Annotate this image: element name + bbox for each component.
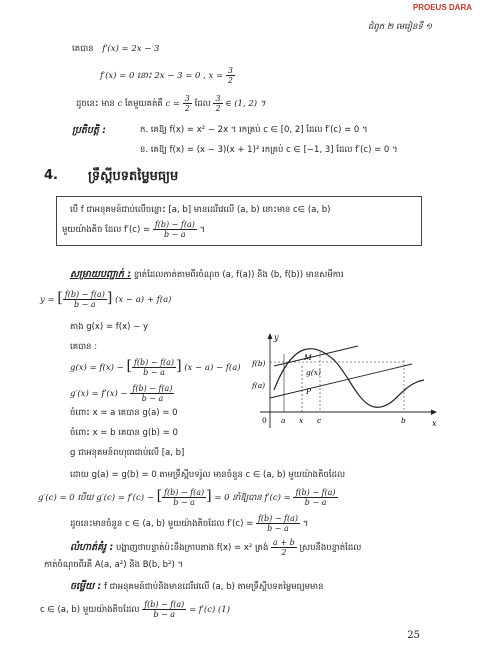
g-prime-formula: g′(x) = f′(x) − $\frac{f(b) - f(a)}{b - a}$ xyxy=(70,384,173,403)
mvt-conclusion: ដូចនេះមានចំនួន c ∈ (a, b) មួយយ៉ាងតិចដែល f′(c) = $\frac{f(b) - f(a)}{b - a}$ ។ xyxy=(70,514,309,533)
axis-label-x: x xyxy=(432,419,437,428)
label-a: a xyxy=(281,416,286,425)
chapter-reference: ជំពូក ២ មេរៀនទី ១ xyxy=(368,22,432,32)
label-b: b xyxy=(401,416,406,425)
theorem-line-2: មួយយ៉ាងតិច ដែល f′(c) = $\frac{f(b) - f(a)}{b - a}$ ។ xyxy=(62,220,206,239)
exercise-a: ក. គេឱ្យ f(x) = x² − 2x ។ រកគ្រប់ c ∈ [0, 2] ដែល f′(c) = 0 ។ xyxy=(140,125,368,135)
label-x-point: x xyxy=(299,416,304,425)
label-p: P xyxy=(306,387,312,396)
section-number: 4. xyxy=(44,168,58,183)
g-prime-c: g′(c) = 0 បើយ g′(c) = f′(c) − [ $\frac{f(b) - f(a)}{b - a}$ ] = 0 នាំឱ្យបាន f′(c) = $\frac{f(b) - f(a)}{b - a}$ xyxy=(38,488,336,507)
label-origin: 0 xyxy=(262,416,267,425)
section-title: ទ្រឹស្តីបទតម្លៃមធ្យម xyxy=(88,169,179,184)
answer-line-2: c ∈ (a, b) មួយយ៉ាងតិចដែល $\frac{f(b) - f(a)}{b - a}$ = f′(c) (1) xyxy=(40,600,231,619)
page-number: 25 xyxy=(407,630,420,641)
g-formula: g(x) = f(x) − [ $\frac{f(b) - f(a)}{b - a}$ ] (x − a) − f(a) xyxy=(70,358,241,377)
function-curve xyxy=(274,349,424,408)
gethan-label: គេបាន : xyxy=(70,342,98,352)
label-m: M xyxy=(304,353,312,362)
g-continuous: g ជាអនុគមន៍ពហុធាជាប់លើ [a, b] xyxy=(70,448,185,458)
label-fa: f(a) xyxy=(252,381,266,390)
mean-value-graph xyxy=(254,330,440,434)
label-gx: g(x) xyxy=(306,368,321,377)
example-statement: លំហាត់គំរូ : បង្ហាញថាបន្ទាត់ប៉ះនឹងក្រាបតាង f(x) = x² ត្រង់ $\frac{a + b}{2}$ ស្របនឹងបន្ទាត់ដែល xyxy=(70,538,362,557)
when-x-equals-a: ចំពោះ x = a គេបាន g(a) = 0 xyxy=(70,408,178,418)
example-line-2: កាត់ចំណុចពីរគឺ A(a, a²) និង B(b, b²) ។ xyxy=(44,560,184,570)
exercise-label: ប្រតិបត្តិ : xyxy=(72,125,107,136)
axis-label-y: y xyxy=(274,333,279,342)
brand-watermark: PROEUS DARA xyxy=(412,3,472,12)
line-2: f′(x) = 0 នោះ 2x − 3 = 0 , x = $\frac{3}{2}$ xyxy=(100,66,233,85)
label-c: c xyxy=(317,416,322,425)
theorem-line-1: បើ f ជាអនុគមន៍ជាប់លើចន្លោះ [a, b] មានដេរីវេលើ (a, b) នោះមាន c∈ (a, b) xyxy=(70,205,331,215)
secant-equation: y = [ $\frac{f(b) - f(a)}{b - a}$ ] (x − a) + f(a) xyxy=(40,290,172,309)
proof-intro: សម្រាយបញ្ជាក់ : ខ្ទាត់ដែលកាត់តាមពីរចំណុច (a, f(a)) និង (b, f(b)) មានសមីការ xyxy=(70,269,344,280)
exercise-b: ខ. គេឱ្យ f(x) = (x − 3)(x + 1)² រកគ្រប់ c ∈ [−1, 3] ដែល f′(c) = 0 ។ xyxy=(140,145,398,155)
line-3: ដូចនេះ មាន c តែមួយគត់គឺ c = $\frac{3}{2}$ ដែល $\frac{3}{2}$ ∈ (1, 2) ។ xyxy=(76,94,266,113)
label-fb: f(b) xyxy=(252,359,266,368)
line-1: គេបាន f′(x) = 2x − 3 xyxy=(72,44,160,54)
define-g: តាង g(x) = f(x) − y xyxy=(70,322,148,332)
when-x-equals-b: ចំពោះ x = b គេបាន g(b) = 0 xyxy=(70,428,178,438)
rolle-application: ដោយ g(a) = g(b) = 0 តាមទ្រឹស្តីបទរ៉ូល មានចំនួន c ∈ (a, b) មួយយ៉ាងតិចដែល xyxy=(70,470,346,480)
answer-line-1: ចម្លើយ : f ជាអនុគមន៍ជាប់និងមានដេរីវេលើ (a, b) តាមទ្រឹស្តីបទតម្លៃមធ្យមមាន xyxy=(70,581,324,592)
